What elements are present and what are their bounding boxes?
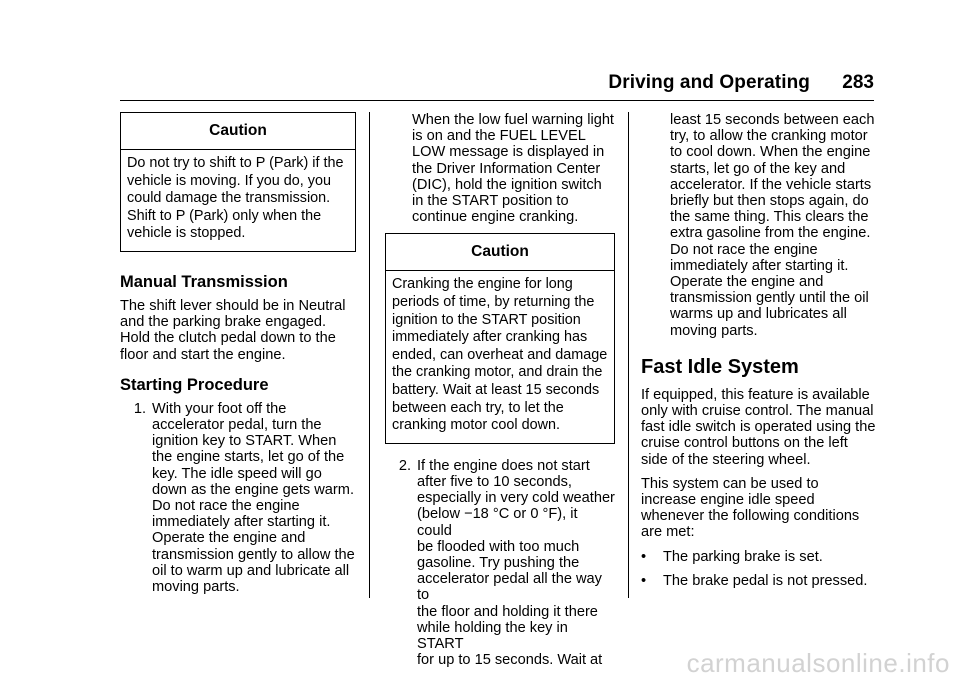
text-line: starts, let go of the key and [670,160,846,177]
text-line: warms up and lubricates all [670,306,847,323]
text-line: immediately after starting it. [670,257,849,274]
text-line: LOW message is displayed in [412,144,605,161]
text-line: If equipped, this feature is available [641,386,870,403]
text-line: (DIC), hold the ignition switch [412,176,602,193]
text-line: the same thing. This clears the [670,209,869,226]
paragraph-fast-idle [641,387,877,468]
bullet-item [641,549,877,565]
text-line: while holding the key in START [417,619,568,652]
caution-title: Caution [386,234,614,271]
bullet-text: The brake pedal is not pressed. [663,572,868,589]
text-line: whenever the following conditions [641,508,860,525]
step-text [152,401,356,595]
text-line: the floor and holding it there [417,603,598,620]
text-line: key. The idle speed will go [152,465,322,482]
text-line: gasoline. Try pushing the [417,554,580,571]
step-text [417,458,615,669]
text-line: be flooded with too much [417,538,580,555]
text-line: immediately after starting it. [152,514,331,531]
caution-box-shift [120,112,356,252]
step-number: 1. [133,400,146,417]
text-line: Shift to P (Park) only when the [127,207,322,224]
caution-text [386,271,614,442]
text-line: oil to warm up and lubricate all [152,562,350,579]
text-line: could damage the transmission. [127,190,331,207]
section-title: Driving and Operating [608,72,810,93]
text-line: ignition key to START. When [152,433,337,450]
text-line: increase engine idle speed [641,492,815,509]
bullet-item [641,573,877,589]
page-header [120,70,874,101]
caution-title: Caution [121,113,355,150]
step-2 [385,458,615,669]
column-middle [385,112,615,668]
step-1-continued [385,112,615,225]
heading-starting-procedure: Starting Procedure [120,375,269,394]
page-number: 283 [842,72,874,93]
text-line: continue engine cranking. [412,209,579,226]
text-line: is on and the FUEL LEVEL [412,128,586,145]
text-line: accelerator. If the vehicle starts [670,176,872,193]
text-line: floor and start the engine. [120,346,286,363]
text-line: periods of time, by returning the [392,294,595,311]
text-line: down as the engine gets warm. [152,481,354,498]
text-line: Do not race the engine [670,241,818,258]
text-line: Cranking the engine for long [392,276,573,293]
text-line: the engine starts, let go of the [152,449,345,466]
text-line: vehicle is stopped. [127,225,246,242]
text-line: accelerator pedal, turn the [152,416,322,433]
text-line: accelerator pedal all the way to [417,571,602,604]
bullet-text: The parking brake is set. [663,548,823,565]
watermark-text: carmanualsonline.info [686,648,950,678]
text-line: Hold the clutch pedal down to the [120,330,336,347]
text-line: The shift lever should be in Neutral [120,297,346,314]
text-line: moving parts. [670,322,758,339]
bullet-icon: • [641,572,647,589]
caution-box-cranking [385,233,615,443]
text-line: especially in very cold weather [417,490,615,507]
column-divider [628,112,629,598]
text-line: ignition to the START position [392,311,581,328]
text-line: after five to 10 seconds, [417,473,572,490]
caution-text [121,150,355,251]
text-line: side of the steering wheel. [641,451,811,468]
paragraph-manual-transmission [120,298,356,363]
step-2-continued [641,112,877,339]
text-line: and the parking brake engaged. [120,314,327,331]
text-line: cranking motor cool down. [392,417,560,434]
text-line: Do not try to shift to P (Park) if the [127,155,344,171]
text-line: try, to allow the cranking motor [670,128,868,145]
text-line: Operate the engine and [670,274,824,291]
text-line: between each try, to let the [392,399,564,416]
heading-fast-idle-system: Fast Idle System [641,355,799,378]
text-line: least 15 seconds between each [670,112,875,128]
text-line: in the START position to [412,193,569,210]
text-line: If the engine does not start [417,457,590,474]
text-line: for up to 15 seconds. Wait at [417,652,603,669]
text-line: immediately after cranking has [392,329,588,346]
text-line: fast idle switch is operated using the [641,419,876,436]
text-line: When the low fuel warning light [412,112,614,128]
text-line: This system can be used to [641,475,819,492]
text-line: vehicle is moving. If you do, you [127,172,331,189]
text-line: are met: [641,524,695,541]
text-line: ended, can overheat and damage [392,346,608,363]
text-line: battery. Wait at least 15 seconds [392,381,600,398]
text-line: briefly but then stops again, do [670,193,869,210]
text-line: only with cruise control. The manual [641,403,874,420]
paragraph-system-conditions [641,476,877,541]
text-line: With your foot off the [152,400,287,417]
text-line: transmission gently until the oil [670,290,869,307]
text-line: transmission gently to allow the [152,546,355,563]
text-line: extra gasoline from the engine. [670,225,871,242]
column-left [120,112,356,595]
step-number: 2. [398,457,411,474]
text-line: (below −18 °C or 0 °F), it could [417,506,578,539]
text-line: to cool down. When the engine [670,144,871,161]
text-line: cruise control buttons on the left [641,435,848,452]
column-right [641,112,877,589]
bullet-icon: • [641,548,647,565]
column-divider [369,112,370,598]
text-line: the Driver Information Center [412,160,601,177]
step-1 [120,401,356,595]
text-line: Do not race the engine [152,498,300,514]
text-line: Operate the engine and [152,530,306,547]
text-line: the cranking motor, and drain the [392,364,603,381]
heading-manual-transmission: Manual Transmission [120,272,288,291]
text-line: moving parts. [152,579,240,596]
